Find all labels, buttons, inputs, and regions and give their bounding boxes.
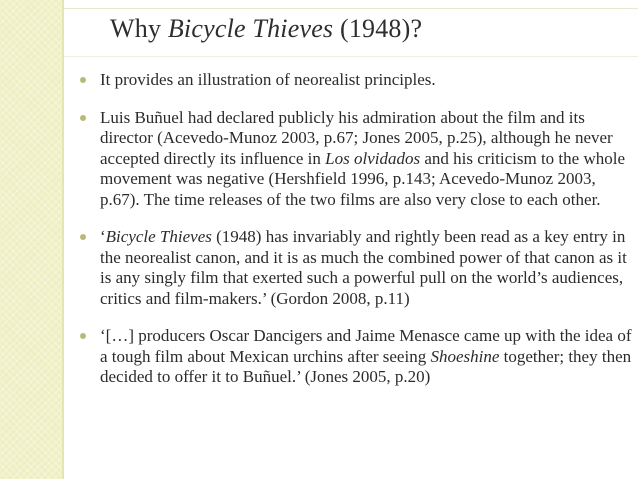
bullet-text-part: and his criticism to the whole movement was negative (Hershfield 1996, p.143; Acevedo-Munoz 2003, p.67). The time releases of the two films are also very close to each other. — [100, 148, 625, 209]
bullet-text-part: (1948) has invariably and rightly been read as a key entry in the neorealist canon, and it is as much the combined power of that canon as it is any singly film that exerted such a powerful pull on the world’s audiences, critics and film-makers.’ (Gordon 2008, p.11) — [100, 227, 627, 308]
title-prefix: Why — [110, 14, 168, 43]
bullet-text-part: ‘[…] producers Oscar Dancigers and Jaime Menasce came up with the idea of a tough film about Mexican urchins after seeing — [100, 326, 632, 366]
bullet-dot-icon — [80, 115, 86, 121]
bullet-item — [80, 70, 636, 91]
film-title-bicycle-thieves: Bicycle Thieves — [105, 227, 212, 246]
stripe-divider — [62, 0, 64, 479]
slide-title — [110, 14, 422, 44]
decorative-side-stripe — [0, 0, 62, 479]
film-title-los-olvidados: Los olvidados — [325, 148, 421, 168]
bullet-text-part: It provides an illustration of neorealist principles. — [100, 70, 436, 89]
bullet-dot-icon — [80, 234, 86, 240]
bullet-text — [100, 227, 627, 308]
title-suffix: (1948)? — [333, 14, 423, 43]
title-film-name: Bicycle Thieves — [167, 14, 334, 43]
bullet-item — [80, 108, 636, 211]
top-rule — [64, 8, 638, 9]
bullet-text — [100, 108, 625, 209]
bullet-item — [80, 227, 636, 309]
bullet-text-part: together; they then decided to offer it to Buñuel.’ (Jones 2005, p.20) — [100, 346, 632, 386]
bullet-text-part: Luis Buñuel had declared publicly his admiration about the film and its director (Acevedo-Munoz 2003, p.67; Jones 2005, p.25), although he never accepted directly its influence in — [100, 107, 613, 168]
bullet-text-part: ‘ — [100, 227, 106, 246]
bullet-dot-icon — [80, 333, 86, 339]
bullet-text — [100, 70, 436, 89]
bullet-text — [100, 326, 632, 386]
film-title-shoeshine: Shoeshine — [430, 346, 500, 366]
bullet-list — [80, 70, 636, 405]
bullet-dot-icon — [80, 77, 86, 83]
title-rule — [64, 56, 638, 57]
bullet-item — [80, 326, 636, 388]
